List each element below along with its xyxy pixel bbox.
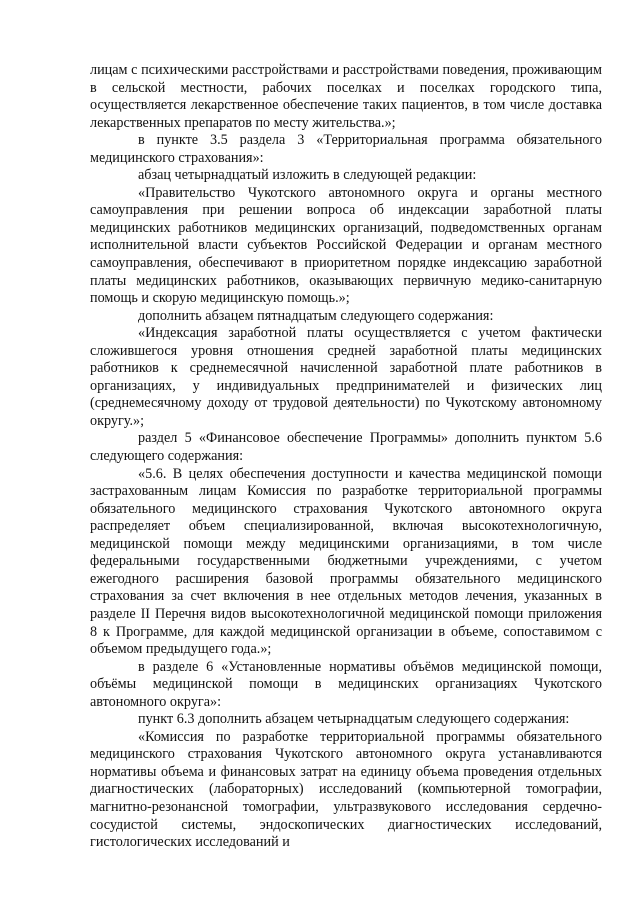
paragraph-14th-abzac-edit: абзац четырнадцатый изложить в следующей редакции: (138, 167, 477, 184)
paragraph-add-15th-abzac: дополнить абзацем пятнадцатым следующего содержания: (138, 307, 494, 324)
paragraph-clause-3-5: в пункте 3.5 раздела 3 «Территориальная программа обязательного медицинского страхования»: (90, 132, 602, 166)
document-page (90, 62, 602, 852)
paragraph-commission-norms-quote: «Комиссия по разработке территориальной программы обязательного медицинского страхования Чукотского автономного округа устанавливаются нормативы объема и финансовых затрат на единицу объема проведения отдельных диагностических (лабораторных) исследований (компьютерной томографии, магнитно-резонансной томографии, ультразвукового исследования сердечно-сосудистой системы, эндоскопических диагностических исследований, гистологических исследований и (90, 728, 602, 851)
paragraph-clause-6-3-addition: пункт 6.3 дополнить абзацем четырнадцатым следующего содержания: (138, 711, 570, 728)
paragraph-indexation-ratio-quote: «Индексация заработной платы осуществляется с учетом фактически сложившегося уровня отношения средней заработной платы медицинских работников к среднемесячной начисленной заработной плате работников в организациях, у индивидуальных предпринимателей и физических лиц (среднемесячному доходу от трудовой деятельности) по Чукотскому автономному округу.»; (90, 325, 602, 429)
paragraph-clause-5-6-quote: «5.6. В целях обеспечения доступности и качества медицинской помощи застрахованным лицам Комиссия по разработке территориальной программы обязательного медицинского страхования Чукотского автономного округа распределяет объем специализированной, включая высокотехнологичную, медицинской помощи между медицинскими организациями, в том числе федеральными государственными бюджетными учреждениями, с учетом ежегодного расширения базовой программы обязательного медицинского страхования за счет включения в нее отдельных методов лечения, указанных в разделе II Перечня видов высокотехнологичной медицинской помощи приложения 8 к Программе, для каждой медицинской организации в объеме, сопоставимом с объемом предыдущего года.»; (90, 465, 602, 658)
paragraph-section-5-addition: раздел 5 «Финансовое обеспечение Программы» дополнить пунктом 5.6 следующего содержания: (90, 430, 602, 465)
paragraph-section-6: в разделе 6 «Установленные нормативы объёмов медицинской помощи, объёмы медицинской помощи в медицинских организациях Чукотского автономного округа»: (90, 658, 602, 710)
paragraph-psychiatric-drug-supply: лицам с психическими расстройствами и расстройствами поведения, проживающим в сельской местности, рабочих поселках и поселках городского типа, осуществляется лекарственное обеспечение таких пациентов, в том числе доставка лекарственных препаратов по месту жительства.»; (90, 62, 602, 131)
paragraph-salary-indexation-quote: «Правительство Чукотского автономного округа и органы местного самоуправления при решении вопроса об индексации заработной платы медицинских работников медицинских организаций, подведомственных органам исполнительной власти субъектов Российской Федерации и органам местного самоуправления, обеспечивают в приоритетном порядке индексацию заработной платы медицинских работников, оказывающих первичную медико-санитарную помощь и скорую медицинскую помощь.»; (90, 184, 602, 307)
